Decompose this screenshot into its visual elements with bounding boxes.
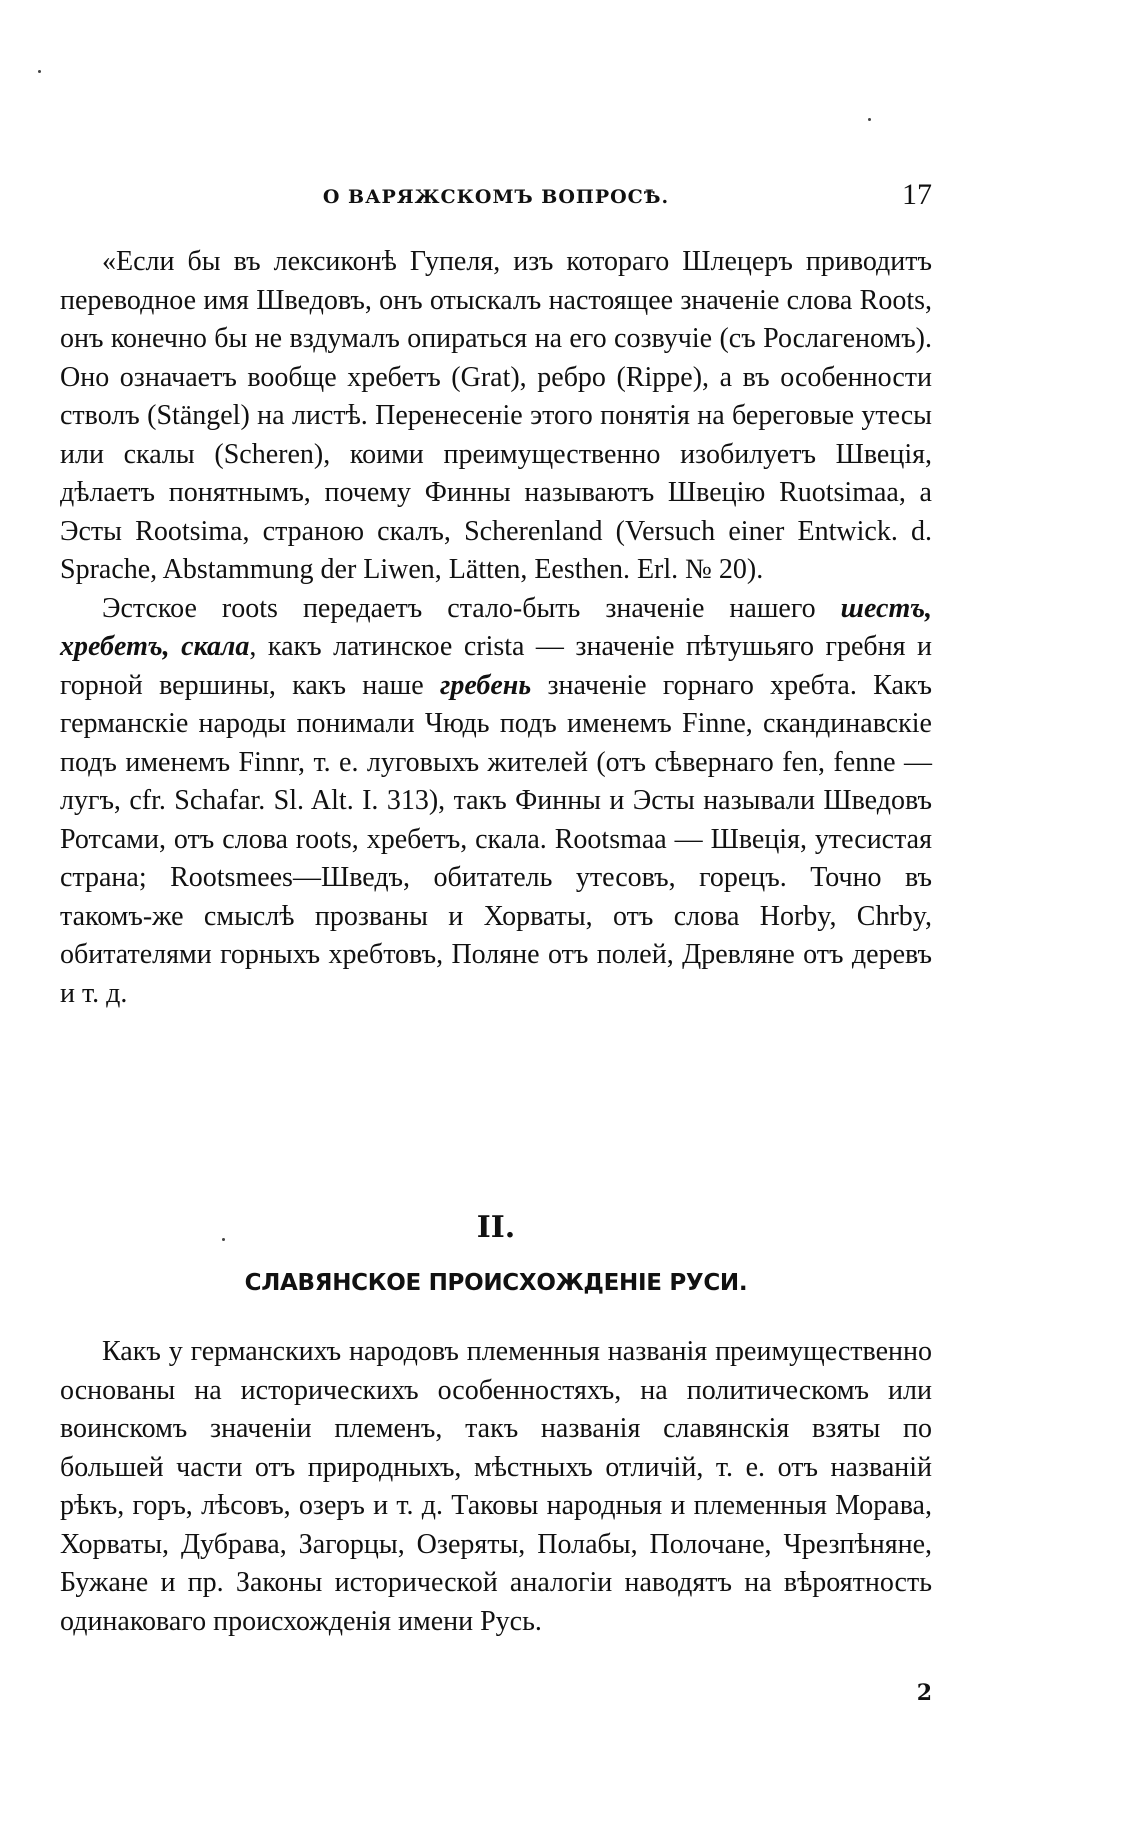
text-run: Эстское roots передаетъ стало-быть значенiе нашего	[102, 592, 841, 624]
paragraph-quote: «Если бы въ лексиконѣ Гупеля, изъ котораго Шлецеръ приводитъ переводное имя Шведовъ, онъ отыскалъ настоящее значенiе слова Roots, онъ конечно бы не вздумалъ опираться на его созвучiе (съ Рослагеномъ). Оно означаетъ вообще хребетъ (Grat), ребро (Rippe), а въ особенности стволъ (Stängel) на листѣ. Перенесенiе этого понятiя на береговые утесы или скалы (Scheren), коими преимущественно изобилуетъ Швецiя, дѣлаетъ понятнымъ, почему Финны называютъ Швецiю Ruotsimaa, а Эсты Rootsima, страною скалъ, Scherenland (Versuch einer Entwick. d. Sprache, Abstammung der Liwen, Lätten, Eesthen. Erl. № 20).	[60, 246, 932, 585]
running-title: О ВАРЯЖСКОМЪ ВОПРОСѢ.	[322, 186, 670, 208]
paragraph-slavic-origin: Какъ у германскихъ народовъ племенныя названiя преимущественно основаны на историческихъ особенностяхъ, на политическомъ или воинскомъ значенiи племенъ, такъ названiя славянскiя взяты по большей части отъ природныхъ, мѣстныхъ отличiй, т. е. отъ названiй рѣкъ, горъ, лѣсовъ, озеръ и т. д. Таковы народныя и племенныя Морава, Хорваты, Дубрава, Загорцы, Озеряты, Полабы, Полочане, Чрезпѣняне, Бужане и пр. Законы исторической аналогiи наводятъ на вѣроятность одинаковаго происхожденiя имени Русь.	[60, 1336, 932, 1637]
section-number: II.	[476, 1210, 516, 1245]
print-speck	[868, 118, 871, 121]
signature-mark: 2	[916, 1680, 932, 1706]
running-head	[60, 178, 932, 218]
text-run: значенiе горнаго хребта. Какъ германскiе народы понимали Чюдь подъ именемъ Finne, скандинавскiе подъ именемъ Finnr, т. е. луговыхъ жителей (отъ сѣвернаго fen, fenne — лугъ, cfr. Schafar. Sl. Alt. I. 313), такъ Финны и Эсты называли Шведовъ Ротсами, отъ слова roots, хребетъ, скала. Rootsmaa — Швецiя, утесистая страна; Rootsmees—Шведъ, обитатель утесовъ, горецъ. Точно въ такомъ-же смыслѣ прозваны и Хорваты, отъ слова Horby, Chrby, обитателями горныхъ хребтовъ, Поляне отъ полей, Древляне отъ деревъ и т. д.	[60, 669, 932, 1009]
section-title: СЛАВЯНСКОЕ ПРОИСХОЖДЕНIЕ РУСИ.	[244, 1270, 748, 1296]
text-block-top	[60, 243, 932, 1013]
italic-term: гребень	[440, 669, 532, 701]
paragraph-estonian-roots	[60, 590, 932, 1014]
text-run: , какъ латинское crista — значенiе пѣтушьяго гребня и горной вершины, какъ наше	[60, 631, 932, 701]
page-number: 17	[902, 178, 932, 211]
italic-term: шестъ, хребетъ, скала	[60, 592, 932, 662]
text-block-bottom	[60, 1333, 932, 1641]
print-speck	[38, 70, 41, 73]
